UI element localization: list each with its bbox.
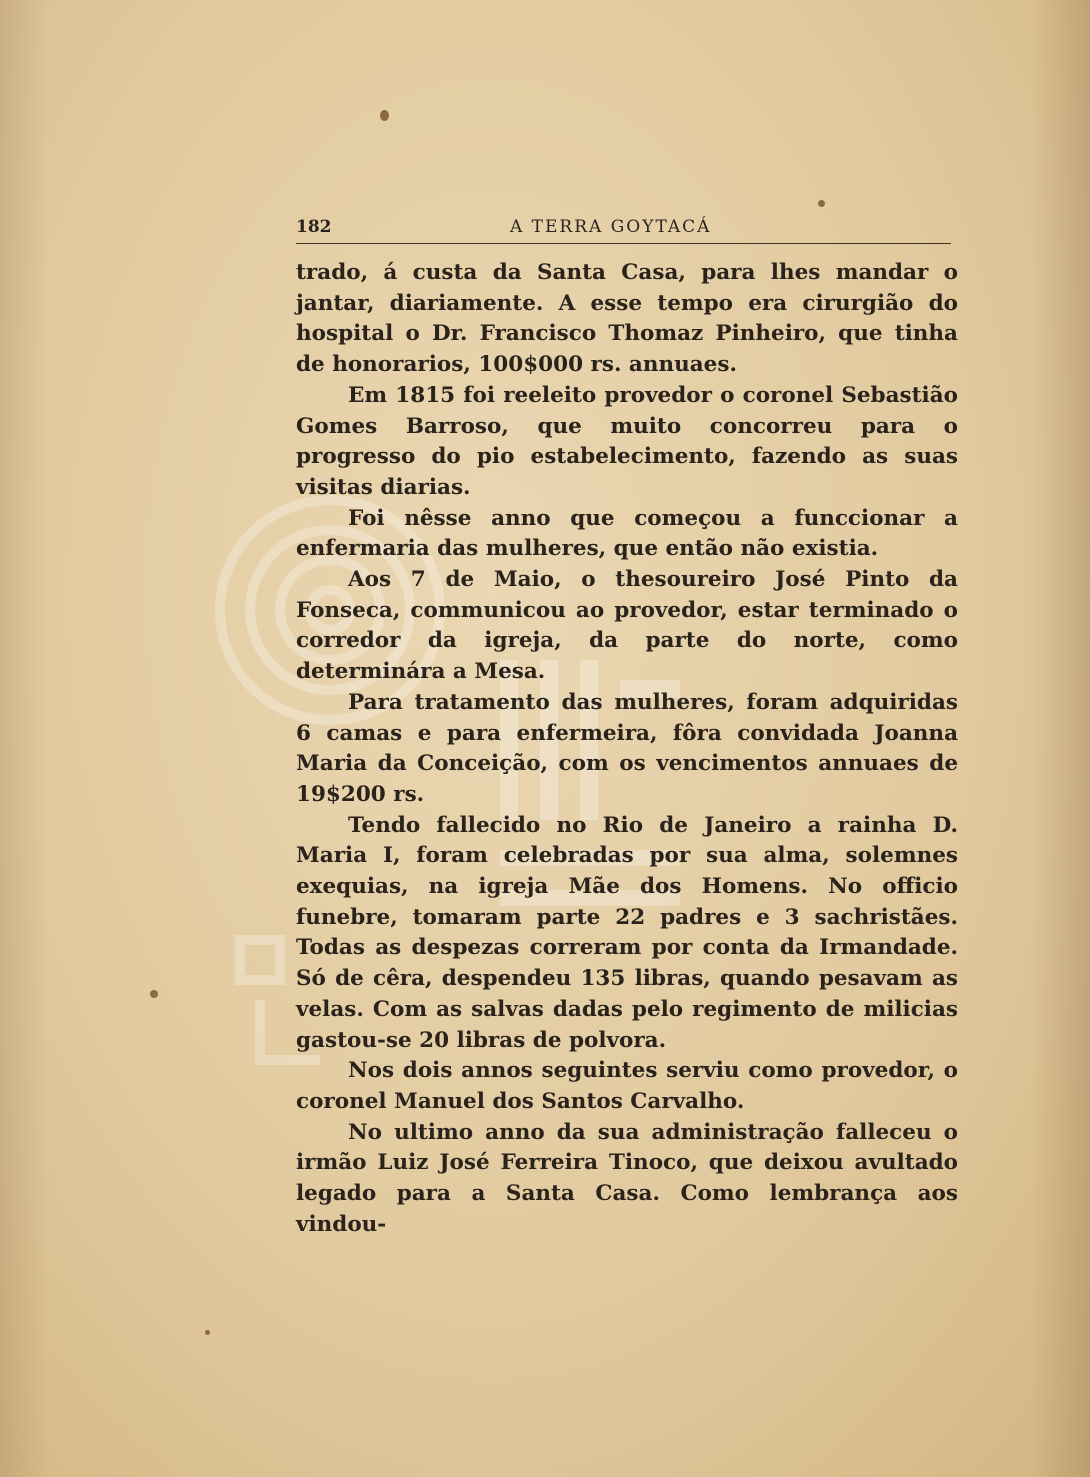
page-edge-shadow [1030, 0, 1090, 1477]
paragraph: Foi nêsse anno que começou a funccionar a enfermaria das mulheres, que então não existia. [296, 505, 958, 562]
paragraph: Aos 7 de Maio, o thesoureiro José Pinto da Fonseca, communicou ao provedor, estar terminado o corredor da igreja, da parte do norte, como determinára a Mesa. [296, 567, 958, 685]
paper-speck [380, 110, 389, 121]
page-number: 182 [296, 217, 332, 237]
running-title: A TERRA GOYTACÁ [510, 217, 712, 237]
running-header [296, 215, 951, 244]
paragraph: No ultimo anno da sua administração falleceu o irmão Luiz José Ferreira Tinoco, que deixou avultado legado para a Santa Casa. Como lembrança aos vindou- [296, 1119, 958, 1237]
page-left-shadow [0, 0, 50, 1477]
paragraph: Nos dois annos seguintes serviu como provedor, o coronel Manuel dos Santos Carvalho. [296, 1058, 958, 1114]
paragraph: Tendo fallecido no Rio de Janeiro a rainha D. Maria I, foram celebradas por sua alma, solemnes exequias, na igreja Mãe dos Homens. No officio funebre, tomaram parte 22 padres e 3 sachristães. Todas as despezas correram por conta da Irmandade. Só de cêra, despendeu 135 libras, quando pesavam as velas. Com as salvas dadas pelo regimento de milicias gastou-se 20 libras de polvora. [296, 812, 958, 1053]
paper-speck [205, 1330, 210, 1335]
paragraph: Para tratamento das mulheres, foram adquiridas 6 camas e para enfermeira, fôra convidada Joanna Maria da Conceição, com os vencimentos annuaes de 19$200 rs. [296, 689, 958, 807]
paper-speck [818, 200, 825, 207]
paragraph: trado, á custa da Santa Casa, para lhes mandar o jantar, diariamente. A esse tempo era cirurgião do hospital o Dr. Francisco Thomaz Pinheiro, que tinha de honorarios, 100$000 rs. annuaes. [296, 260, 958, 378]
paragraph: Em 1815 foi reeleito provedor o coronel Sebastião Gomes Barroso, que muito concorreu para o progresso do pio estabelecimento, fazendo as suas visitas diarias. [296, 382, 958, 500]
paper-speck [150, 990, 158, 998]
body-text [296, 258, 958, 1241]
